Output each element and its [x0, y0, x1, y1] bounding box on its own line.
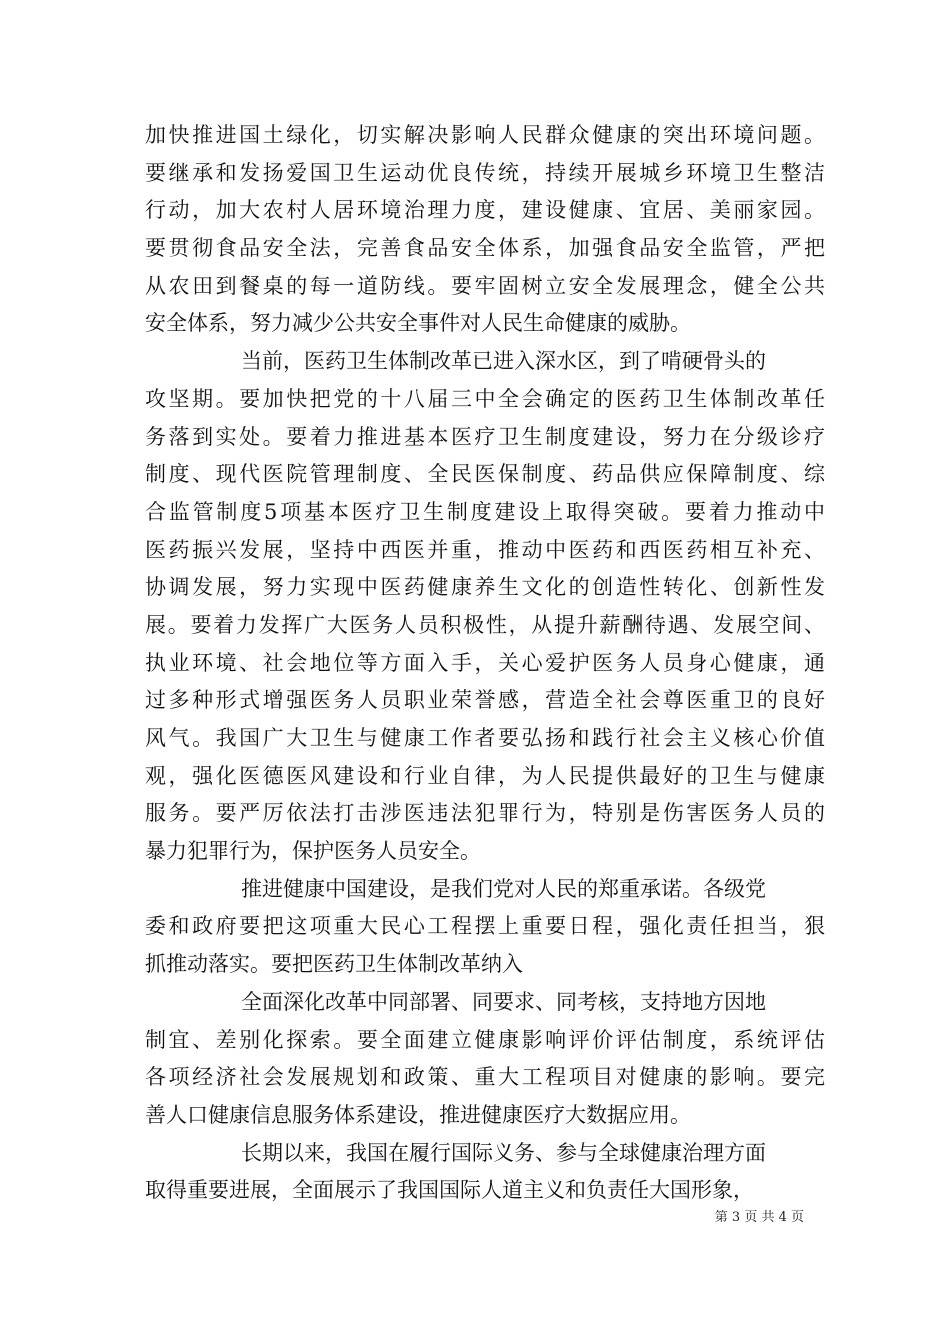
text-line: 医药振兴发展，坚持中西医并重，推动中医药和西医药相互补充、 — [145, 537, 825, 562]
body-text — [145, 117, 825, 1210]
text-line: 推进健康中国建设，是我们党对人民的郑重承诺。各级党 — [241, 876, 766, 901]
text-line: 取得重要进展，全面展示了我国国际人道主义和负责任大国形象， — [145, 1178, 754, 1203]
text-line: 当前，医药卫生体制改革已进入深水区，到了啃硬骨头的 — [241, 349, 766, 374]
text-line: 抓推动落实。要把医药卫生体制改革纳入 — [145, 952, 523, 977]
text-line: 要贯彻食品安全法，完善食品安全体系，加强食品安全监管，严把 — [145, 236, 825, 261]
text-line: 攻坚期。要加快把党的十八届三中全会确定的医药卫生体制改革任 — [145, 386, 825, 411]
text-line: 制宜、差别化探索。要全面建立健康影响评价评估制度，系统评估 — [145, 1027, 825, 1052]
text-line: 安全体系，努力减少公共安全事件对人民生命健康的威胁。 — [145, 311, 691, 336]
text-line: 制度、现代医院管理制度、全民医保制度、药品供应保障制度、综 — [145, 462, 825, 487]
text-line: 暴力犯罪行为，保护医务人员安全。 — [145, 839, 481, 864]
text-line: 委和政府要把这项重大民心工程摆上重要日程，强化责任担当，狠 — [145, 914, 825, 939]
text-line: 各项经济社会发展规划和政策、重大工程项目对健康的影响。要完 — [145, 1065, 825, 1090]
text-line: 执业环境、社会地位等方面入手，关心爱护医务人员身心健康，通 — [145, 650, 825, 675]
text-line: 展。要着力发挥广大医务人员积极性，从提升薪酬待遇、发展空间、 — [145, 612, 825, 637]
text-line: 全面深化改革中同部署、同要求、同考核，支持地方因地 — [241, 989, 766, 1014]
text-line: 服务。要严厉依法打击涉医违法犯罪行为，特别是伤害医务人员的 — [145, 801, 825, 826]
text-line: 风气。我国广大卫生与健康工作者要弘扬和践行社会主义核心价值 — [145, 726, 825, 750]
text-line: 观，强化医德医风建设和行业自律，为人民提供最好的卫生与健康 — [145, 763, 825, 788]
text-line: 要继承和发扬爱国卫生运动优良传统，持续开展城乡环境卫生整洁 — [145, 160, 825, 185]
text-line: 过多种形式增强医务人员职业荣誉感，营造全社会尊医重卫的良好 — [145, 688, 825, 713]
page-number: 第 3 页 共 4 页 — [714, 1210, 804, 1225]
text-line: 合监管制度5项基本医疗卫生制度建设上取得突破。要着力推动中 — [145, 499, 825, 524]
text-line: 行动，加大农村人居环境治理力度，建设健康、宜居、美丽家园。 — [145, 198, 825, 223]
text-line: 从农田到餐桌的每一道防线。要牢固树立安全发展理念，健全公共 — [145, 273, 825, 298]
text-line: 善人口健康信息服务体系建设，推进健康医疗大数据应用。 — [145, 1102, 691, 1127]
text-line: 务落到实处。要着力推进基本医疗卫生制度建设，努力在分级诊疗 — [145, 424, 825, 449]
text-line: 加快推进国土绿化，切实解决影响人民群众健康的突出环境问题。 — [145, 123, 825, 147]
text-line: 协调发展，努力实现中医药健康养生文化的创造性转化、创新性发 — [145, 575, 825, 600]
text-line: 长期以来，我国在履行国际义务、参与全球健康治理方面 — [241, 1140, 766, 1165]
